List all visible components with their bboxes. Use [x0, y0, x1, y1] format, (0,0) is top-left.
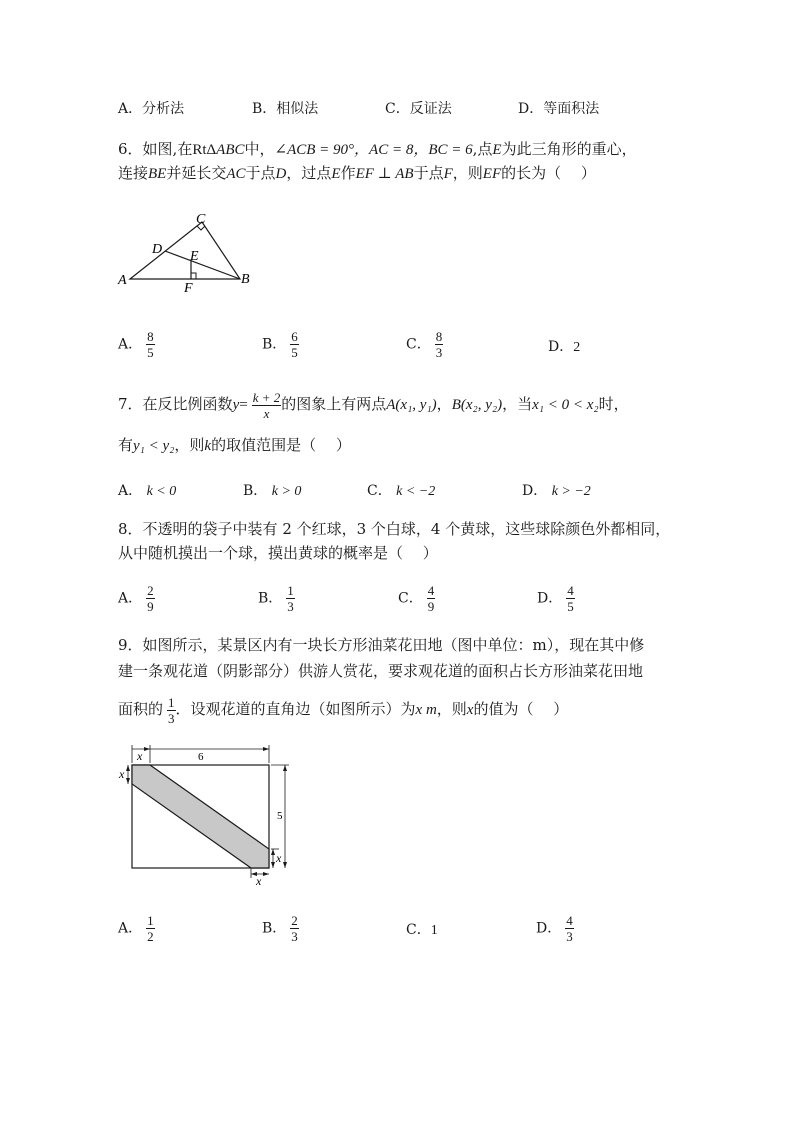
q5-option-b: B．相似法	[252, 101, 319, 117]
q6-option-c: C． $\frac{8}{3}$	[406, 329, 443, 360]
q7-option-a: A． k < 0	[118, 483, 177, 499]
q9-option-d: D． $\frac{4}{3}$	[536, 913, 573, 944]
q9-option-c: C．1	[406, 922, 438, 938]
q9-option-b: B． $\frac{2}{3}$	[262, 913, 298, 944]
q6-option-b: B． $\frac{6}{5}$	[262, 329, 298, 360]
label-five: 5	[277, 810, 283, 822]
q6-condition: ∠ACB = 90°，AC = 8，BC = 6	[274, 142, 473, 158]
q7-fraction: $\frac{k + 2}{x}$	[252, 389, 281, 421]
label-x-right: x	[276, 851, 282, 865]
q8-stem-line1: 8．不透明的袋子中装有 2 个红球，3 个白球，4 个黄球，这些球除颜色外都相同，	[118, 520, 671, 538]
q6-stem-line2: 连接BE并延长交AC于点D，过点E作EF ⊥ AB于点F，则EF的长为（ ）	[118, 164, 596, 182]
q7-point-b: B(x₂, y₂)	[451, 397, 503, 413]
q9-stem-line2: 建一条观花道（阴影部分）供游人赏花，要求观花道的面积占长方形油菜花田地	[118, 662, 644, 680]
q8-stem-line2: 从中随机摸出一个球，摸出黄球的概率是（ ）	[118, 544, 438, 562]
label-x-left: x	[119, 767, 125, 781]
label-x-bottom: x	[256, 874, 262, 888]
right-angle-f	[191, 273, 196, 279]
q5-option-a: A．分析法	[118, 101, 185, 117]
q9-stem-line3: 面积的 $\frac{1}{3}$ ．设观花道的直角边（如图所示）为x m，则x的值为（ ）	[118, 694, 569, 726]
q7-option-c: C． k < −2	[367, 483, 436, 499]
viewing-path-shaded	[132, 765, 269, 868]
q8-option-d: D． $\frac{4}{5}$	[537, 583, 574, 614]
q7-option-d: D． k > −2	[522, 483, 591, 499]
q7-point-a: A(x₁, y₁)	[386, 397, 437, 413]
q7-option-b: B． k > 0	[243, 483, 302, 499]
q9-stem-line1: 9．如图所示，某景区内有一块长方形油菜花田地（图中单位：m），现在其中修	[118, 636, 645, 654]
q6-option-a: A． $\frac{8}{5}$	[118, 329, 154, 360]
q9-option-a: A． $\frac{1}{2}$	[118, 913, 154, 944]
q8-option-c: C． $\frac{4}{9}$	[398, 583, 435, 614]
label-b: B	[241, 272, 250, 287]
label-e: E	[190, 249, 199, 264]
label-x-top: x	[137, 749, 143, 763]
q9-field-figure	[115, 740, 295, 888]
q6-triangle-figure	[115, 208, 265, 294]
q8-option-a: A． $\frac{2}{9}$	[118, 583, 154, 614]
q6-option-d: D．2	[548, 339, 581, 355]
label-c: C	[196, 212, 206, 227]
q8-option-b: B． $\frac{1}{3}$	[258, 583, 294, 614]
q7-stem-line2: 有y₁ < y₂，则k的取值范围是（ ）	[118, 436, 351, 454]
q6-stem-line1: 6．如图,在RtΔABC中，∠ACB = 90°，AC = 8，BC = 6,点E为此三角形的重心，	[118, 140, 637, 158]
q5-option-d: D．等面积法	[518, 101, 600, 117]
triangle-abc	[130, 222, 240, 279]
label-d: D	[152, 242, 163, 257]
label-f: F	[184, 281, 193, 294]
label-a: A	[118, 273, 127, 288]
label-six: 6	[198, 751, 204, 763]
q7-stem-line1: 7．在反比例函数y= $\frac{k + 2}{x}$ 的图象上有两点A(x₁, y₁)，B(x₂, y₂)，当x₁ < 0 < x₂时，	[118, 389, 629, 421]
segment-bd	[165, 251, 240, 279]
q5-option-c: C．反证法	[385, 101, 452, 117]
